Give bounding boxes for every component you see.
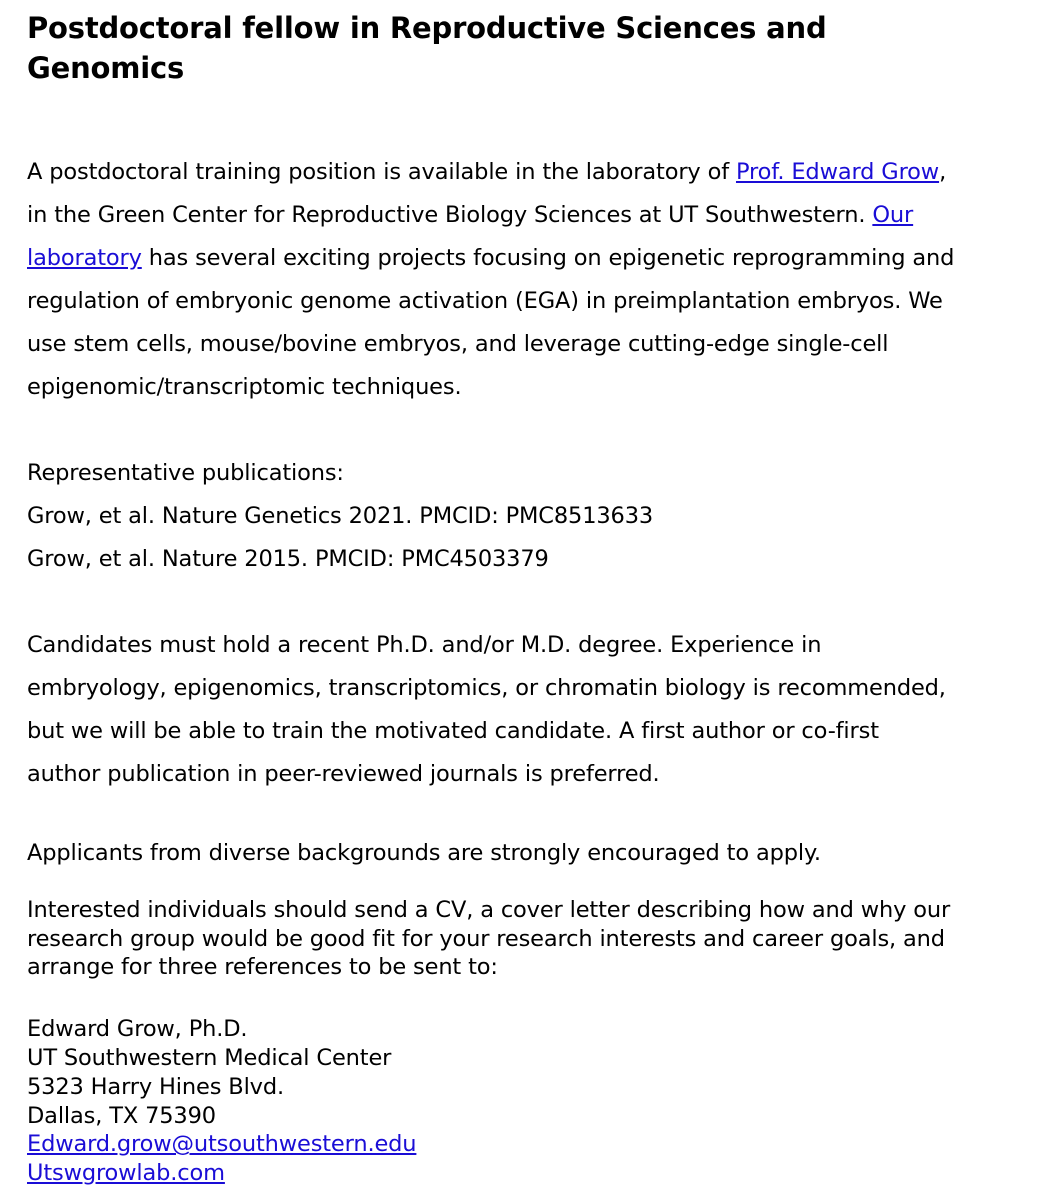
- intro-text: in the Green Center for Reproductive Biology Sciences at UT Southwestern.: [27, 202, 873, 228]
- title-line-1: Postdoctoral fellow in Reproductive Sciences and: [27, 11, 827, 45]
- diversity-statement: [27, 839, 1027, 868]
- intro-line-2: [27, 194, 1027, 237]
- our-laboratory-link-continued[interactable]: laboratory: [27, 245, 142, 271]
- publications-section: [27, 452, 1027, 581]
- contact-block: [27, 1015, 1027, 1188]
- publications-heading: Representative publications:: [27, 460, 344, 486]
- intro-line-4: regulation of embryonic genome activation (EGA) in preimplantation embryos. We: [27, 288, 943, 314]
- instructions-line: Interested individuals should send a CV, a cover letter describing how and why our: [27, 896, 951, 923]
- our-laboratory-link[interactable]: Our: [872, 202, 914, 228]
- contact-email-line: [27, 1130, 1027, 1159]
- intro-text: has several exciting projects focusing on epigenetic reprogramming and: [141, 245, 955, 271]
- contact-email-link[interactable]: Edward.grow@utsouthwestern.edu: [27, 1131, 417, 1158]
- requirements-line: embryology, epigenomics, transcriptomics, or chromatin biology is recommended,: [27, 675, 946, 701]
- diversity-text: Applicants from diverse backgrounds are strongly encouraged to apply.: [27, 840, 821, 866]
- lab-website-link[interactable]: Utswgrowlab.com: [27, 1160, 225, 1187]
- requirements-line: but we will be able to train the motivated candidate. A first author or co-first: [27, 718, 879, 744]
- contact-website-line: [27, 1159, 1027, 1188]
- intro-line-6: epigenomic/transcriptomic techniques.: [27, 374, 462, 400]
- prof-edward-grow-link[interactable]: Prof. Edward Grow: [735, 159, 940, 185]
- title-line-2: Genomics: [27, 51, 185, 85]
- contact-city: Dallas, TX 75390: [27, 1102, 216, 1129]
- intro-line-5: use stem cells, mouse/bovine embryos, and leverage cutting-edge single-cell: [27, 331, 889, 357]
- requirements-line: author publication in peer-reviewed journals is preferred.: [27, 761, 660, 787]
- requirements-line: Candidates must hold a recent Ph.D. and/or M.D. degree. Experience in: [27, 632, 822, 658]
- intro-text: ,: [939, 159, 947, 185]
- application-instructions: [27, 896, 1027, 982]
- job-posting: [27, 8, 1027, 1188]
- requirements-paragraph: [27, 624, 1027, 796]
- instructions-line: arrange for three references to be sent to:: [27, 954, 498, 981]
- intro-text: A postdoctoral training position is available in the laboratory of: [27, 159, 736, 185]
- contact-institution: UT Southwestern Medical Center: [27, 1044, 392, 1071]
- page-title: [27, 8, 1027, 88]
- publication-item: Grow, et al. Nature 2015. PMCID: PMC4503379: [27, 546, 549, 572]
- intro-line-3: [27, 237, 1027, 280]
- contact-street: 5323 Harry Hines Blvd.: [27, 1073, 284, 1100]
- contact-name: Edward Grow, Ph.D.: [27, 1016, 248, 1043]
- intro-line-1: [27, 151, 1027, 194]
- instructions-line: research group would be good fit for your research interests and career goals, and: [27, 925, 945, 952]
- publication-item: Grow, et al. Nature Genetics 2021. PMCID: PMC8513633: [27, 503, 654, 529]
- intro-paragraph: [27, 151, 1027, 409]
